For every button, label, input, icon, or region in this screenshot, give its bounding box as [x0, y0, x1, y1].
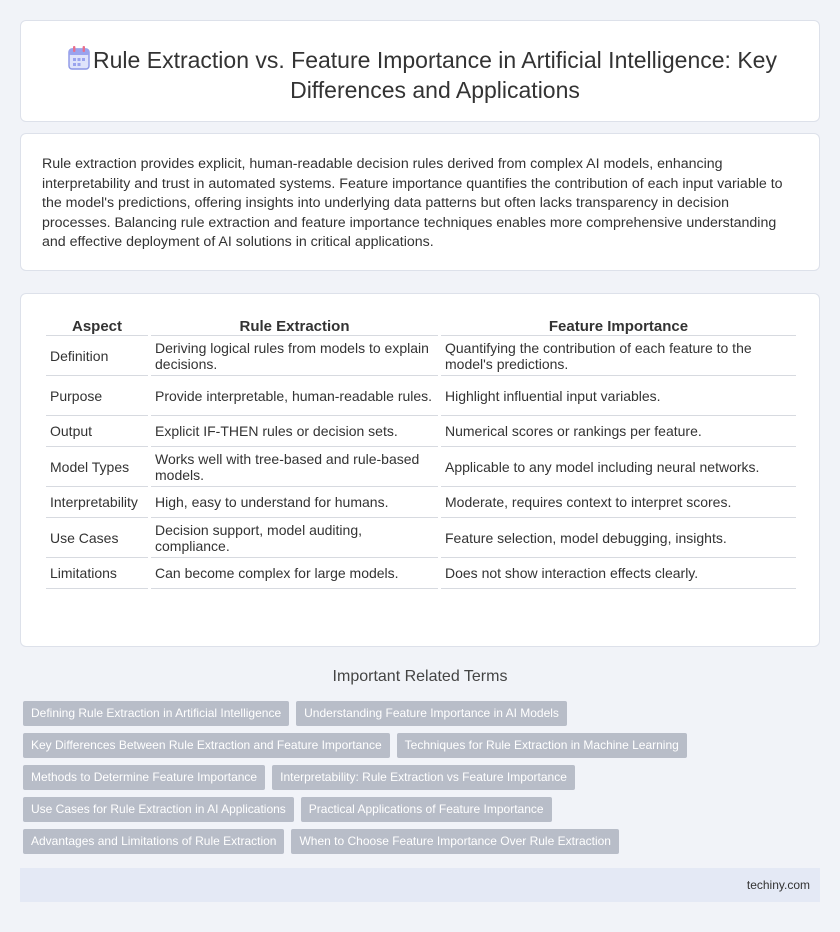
header-rule-extraction: Rule Extraction: [151, 316, 438, 336]
table-row: [46, 447, 796, 487]
cell-rule: Explicit IF-THEN rules or decision sets.: [151, 416, 438, 447]
cell-rule: High, easy to understand for humans.: [151, 487, 438, 518]
cell-feature: Highlight influential input variables.: [441, 376, 796, 416]
related-term-tag[interactable]: Methods to Determine Feature Importance: [23, 765, 265, 790]
related-term-tag[interactable]: When to Choose Feature Importance Over Rule Extraction: [291, 829, 618, 854]
comparison-table: [43, 316, 799, 589]
cell-feature: Numerical scores or rankings per feature.: [441, 416, 796, 447]
cell-feature: Quantifying the contribution of each feature to the model's predictions.: [441, 336, 796, 376]
cell-feature: Feature selection, model debugging, insights.: [441, 518, 796, 558]
footer: [20, 868, 820, 902]
related-term-tag[interactable]: Key Differences Between Rule Extraction and Feature Importance: [23, 733, 390, 758]
cell-rule: Can become complex for large models.: [151, 558, 438, 589]
table-row: [46, 376, 796, 416]
cell-rule: Deriving logical rules from models to explain decisions.: [151, 336, 438, 376]
related-term-tag[interactable]: Defining Rule Extraction in Artificial Intelligence: [23, 701, 289, 726]
cell-aspect: Output: [46, 416, 148, 447]
related-terms-list: [23, 701, 823, 861]
related-terms-heading: Important Related Terms: [332, 668, 508, 685]
title-card: [20, 20, 820, 122]
cell-aspect: Purpose: [46, 376, 148, 416]
cell-feature: Moderate, requires context to interpret scores.: [441, 487, 796, 518]
related-term-tag[interactable]: Understanding Feature Importance in AI Models: [296, 701, 567, 726]
cell-aspect: Use Cases: [46, 518, 148, 558]
header-feature-importance: Feature Importance: [441, 316, 796, 336]
cell-aspect: Limitations: [46, 558, 148, 589]
page-title: Rule Extraction vs. Feature Importance in Artificial Intelligence: Key Differences and Applications: [93, 47, 777, 103]
table-row: [46, 487, 796, 518]
related-term-tag[interactable]: Practical Applications of Feature Importance: [301, 797, 552, 822]
cell-aspect: Model Types: [46, 447, 148, 487]
header-aspect: Aspect: [46, 316, 148, 336]
table-row: [46, 416, 796, 447]
related-term-tag[interactable]: Interpretability: Rule Extraction vs Feature Importance: [272, 765, 575, 790]
table-row: [46, 558, 796, 589]
cell-rule: Works well with tree-based and rule-based models.: [151, 447, 438, 487]
intro-paragraph: Rule extraction provides explicit, human-readable decision rules derived from complex AI models, enhancing interpretability and trust in automated systems. Feature importance quantifies the contribution of each input variable to the model's predictions, offering insights into underlying data patterns but often lacks transparency in decision processes. Balancing rule extraction and feature importance techniques enables more comprehensive understanding and effective deployment of AI solutions in critical applications.: [42, 156, 783, 251]
cell-rule: Provide interpretable, human-readable rules.: [151, 376, 438, 416]
cell-rule: Decision support, model auditing, compliance.: [151, 518, 438, 558]
comparison-card: [20, 293, 820, 647]
intro-card: [20, 133, 820, 271]
related-term-tag[interactable]: Use Cases for Rule Extraction in AI Applications: [23, 797, 294, 822]
table-row: [46, 518, 796, 558]
cell-feature: Does not show interaction effects clearly.: [441, 558, 796, 589]
cell-feature: Applicable to any model including neural networks.: [441, 447, 796, 487]
related-term-tag[interactable]: Techniques for Rule Extraction in Machine Learning: [397, 733, 687, 758]
cell-aspect: Definition: [46, 336, 148, 376]
footer-site-link[interactable]: techiny.com: [746, 878, 810, 892]
table-header-row: [46, 316, 796, 336]
table-row: [46, 336, 796, 376]
related-term-tag[interactable]: Advantages and Limitations of Rule Extraction: [23, 829, 284, 854]
cell-aspect: Interpretability: [46, 487, 148, 518]
